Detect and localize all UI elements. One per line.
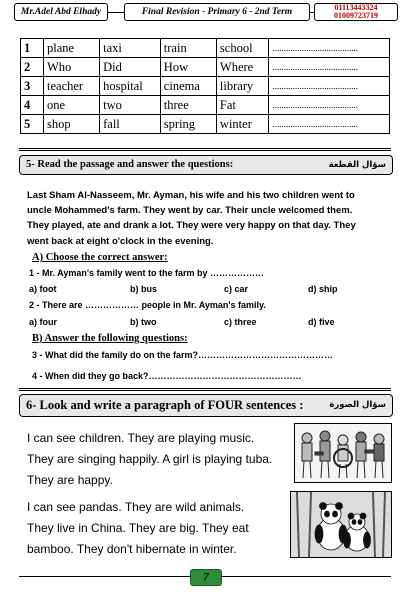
word-cell: plane (44, 39, 100, 58)
q2-option-c[interactable]: c) three (224, 317, 257, 327)
part-a-heading-text: A) Choose the correct answer: (32, 252, 168, 263)
word-cell: Did (100, 58, 161, 77)
part-a-heading (32, 252, 168, 263)
page-number: 7 (190, 569, 222, 586)
paragraph-line: I can see children. They are playing music. (27, 431, 255, 445)
passage-line: Last Sham Al-Nasseem, Mr. Ayman, his wife and his two children went to (27, 190, 355, 201)
word-cell: teacher (44, 77, 100, 96)
row-number: 2 (21, 58, 44, 77)
section-5-title: 5- Read the passage and answer the questions: (26, 159, 234, 170)
question-1: 1 - Mr. Ayman's family went to the farm by ……………… (29, 268, 265, 278)
word-cell: hospital (100, 77, 161, 96)
q1-option-b[interactable]: b) bus (130, 284, 157, 294)
paragraph-line: They live in China. They are big. They eat (27, 521, 249, 535)
passage-line: went back at eight o'clock in the evening. (27, 235, 214, 247)
section-divider (19, 388, 391, 391)
word-cell: fall (100, 115, 161, 134)
table-row (21, 96, 390, 115)
author-name: Mr.Adel Abd Elhady (14, 3, 108, 21)
section-5-header (19, 155, 393, 175)
word-cell: winter (216, 115, 269, 134)
word-cell: train (160, 39, 216, 58)
page-title: Final Revision - Primary 6 - 2nd Term (124, 3, 310, 21)
word-cell: Fat (216, 96, 269, 115)
paragraph-children (27, 428, 272, 491)
section-6-header (19, 394, 393, 417)
table-row (21, 39, 390, 58)
paragraph-pandas (27, 497, 249, 560)
word-cell: one (44, 96, 100, 115)
word-cell: How (160, 58, 216, 77)
q1-option-c[interactable]: c) car (224, 284, 249, 294)
answer-cell[interactable]: ...................................... (269, 39, 390, 58)
answer-cell[interactable]: ...................................... (269, 77, 390, 96)
passage-line: They played, ate and drank a lot. They were very happy on that day. They (27, 220, 356, 232)
word-cell: shop (44, 115, 100, 134)
word-cell: school (216, 39, 269, 58)
question-4[interactable]: 4 - When did they go back?…………………………………………… (32, 371, 302, 381)
word-cell: taxi (100, 39, 161, 58)
word-cell: spring (160, 115, 216, 134)
answer-cell[interactable]: ...................................... (269, 96, 390, 115)
word-cell: three (160, 96, 216, 115)
answer-cell[interactable]: ...................................... (269, 58, 390, 77)
paragraph-line: bamboo. They don't hibernate in winter. (27, 542, 237, 556)
row-number: 5 (21, 115, 44, 134)
table-row (21, 115, 390, 134)
paragraph-line: They are singing happily. A girl is playing tuba. (27, 452, 273, 466)
table-row (21, 77, 390, 96)
page-header (14, 3, 398, 21)
part-b-heading (32, 333, 188, 344)
reading-passage (27, 188, 385, 249)
word-cell: cinema (160, 77, 216, 96)
paragraph-line: I can see pandas. They are wild animals. (27, 500, 245, 514)
word-cell: two (100, 96, 161, 115)
passage-line: uncle Mohammed's farm. They went by car. Their uncle welcomed them. (27, 205, 353, 217)
pandas-bamboo-picture (290, 491, 392, 558)
question-2: 2 - There are ……………… people in Mr. Ayman's family. (29, 300, 266, 310)
section-6-arabic-label: سؤال الصورة (329, 400, 386, 410)
children-band-picture (294, 423, 392, 483)
q2-option-a[interactable]: a) four (29, 317, 57, 327)
section-divider (19, 148, 391, 151)
paragraph-line: They are happy. (27, 473, 113, 487)
phone-1: 01113443324 (334, 3, 378, 12)
row-number: 4 (21, 96, 44, 115)
q1-option-d[interactable]: d) ship (308, 284, 338, 294)
answer-cell[interactable]: ...................................... (269, 115, 390, 134)
row-number: 1 (21, 39, 44, 58)
word-cell: Where (216, 58, 269, 77)
row-number: 3 (21, 77, 44, 96)
q2-option-b[interactable]: b) two (130, 317, 157, 327)
q2-option-d[interactable]: d) five (308, 317, 335, 327)
phone-2: 01009723719 (334, 11, 378, 20)
word-cell: Who (44, 58, 100, 77)
q1-option-a[interactable]: a) foot (29, 284, 57, 294)
section-6-title: 6- Look and write a paragraph of FOUR sentences : (26, 398, 304, 412)
part-b-heading-text: B) Answer the following questions: (32, 333, 188, 344)
word-cell: library (216, 77, 269, 96)
section-5-arabic-label: سؤال القطعة (328, 160, 386, 170)
phone-numbers (314, 3, 398, 21)
question-3[interactable]: 3 - What did the family do on the farm?……………………………………… (32, 350, 334, 360)
odd-one-out-table (20, 38, 390, 134)
table-row (21, 58, 390, 77)
